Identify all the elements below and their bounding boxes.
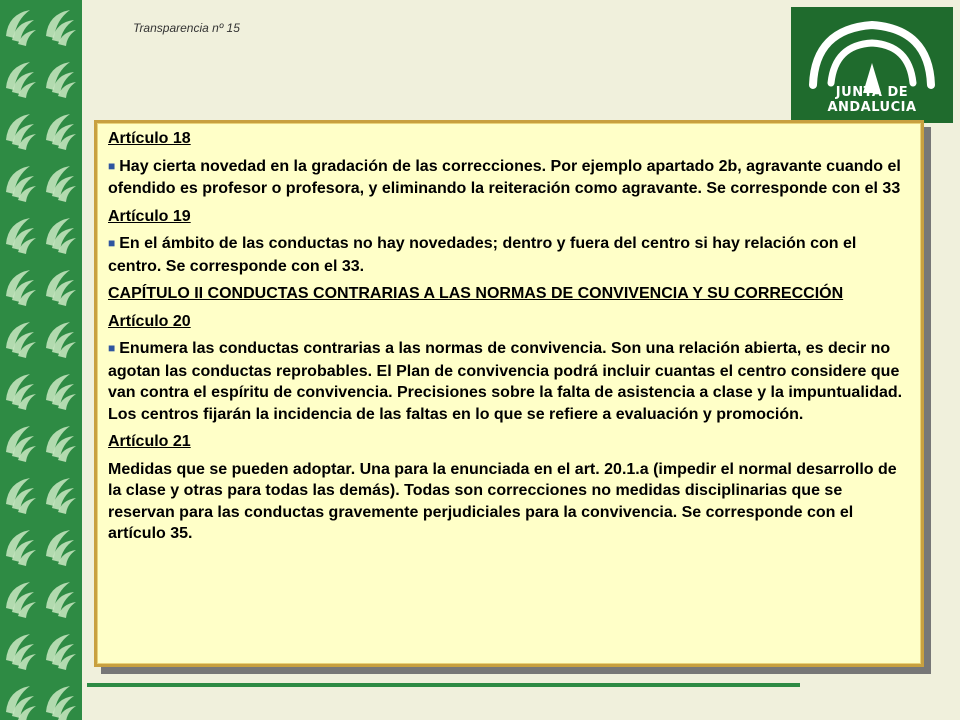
article-18-text: Hay cierta novedad en la gradación de las correcciones. Por ejemplo apartado 2b, agravante cuando el ofendido es profesor o profesora, y eliminando la reiteración como agravante. Se corresponde con el 33 — [108, 157, 901, 197]
article-21-text: Medidas que se pueden adoptar. Una para la enunciada en el art. 20.1.a (impedir el normal desarrollo de la clase y otras para todas las demás). Todas son correcciones no medidas disciplinarias que se reservan para las conductas gravemente perjudiciales para la convivencia. Se corresponde con el artículo 35. — [108, 460, 897, 542]
chapter-heading: CAPÍTULO II CONDUCTAS CONTRARIAS A LAS NORMAS DE CONVIVENCIA Y SU CORRECCIÓN — [108, 285, 844, 302]
article-18-paragraph — [108, 156, 911, 200]
logo-text: JUNTA DE ANDALUCIA — [827, 85, 917, 115]
square-bullet-icon: ■ — [108, 341, 116, 355]
article-20-paragraph — [108, 338, 911, 425]
decorative-sidebar — [0, 0, 82, 720]
article-18-heading: Artículo 18 — [108, 130, 191, 147]
content-panel — [94, 120, 924, 667]
article-19-heading: Artículo 19 — [108, 207, 191, 225]
article-20-text: Enumera las conductas contrarias a las normas de convivencia. Son una relación abierta, es decir no agotan las conductas reprobables. El Plan de convivencia podrá incluir cuantas el centro considere que van contra el espíritu de convivencia. Precisiones sobre la falta de asistencia a clase y la impuntualidad. Los centros fijarán la incidencia de las faltas en lo que se refiere a evaluación y promoción. — [108, 340, 903, 423]
article-19-text: En el ámbito de las conductas no hay novedades; dentro y fuera del centro si hay relación con el centro. Se corresponde con el 33. — [108, 235, 857, 275]
leaf-pattern-icon — [0, 0, 82, 720]
square-bullet-icon: ■ — [108, 158, 116, 173]
bottom-divider — [87, 683, 800, 687]
article-19-paragraph — [108, 233, 911, 277]
article-21-heading: Artículo 21 — [108, 433, 191, 450]
slide-number-label: Transparencia nº 15 — [133, 21, 240, 35]
junta-de-andalucia-logo — [791, 7, 953, 123]
article-20-heading: Artículo 20 — [108, 312, 191, 330]
square-bullet-icon: ■ — [108, 236, 116, 250]
